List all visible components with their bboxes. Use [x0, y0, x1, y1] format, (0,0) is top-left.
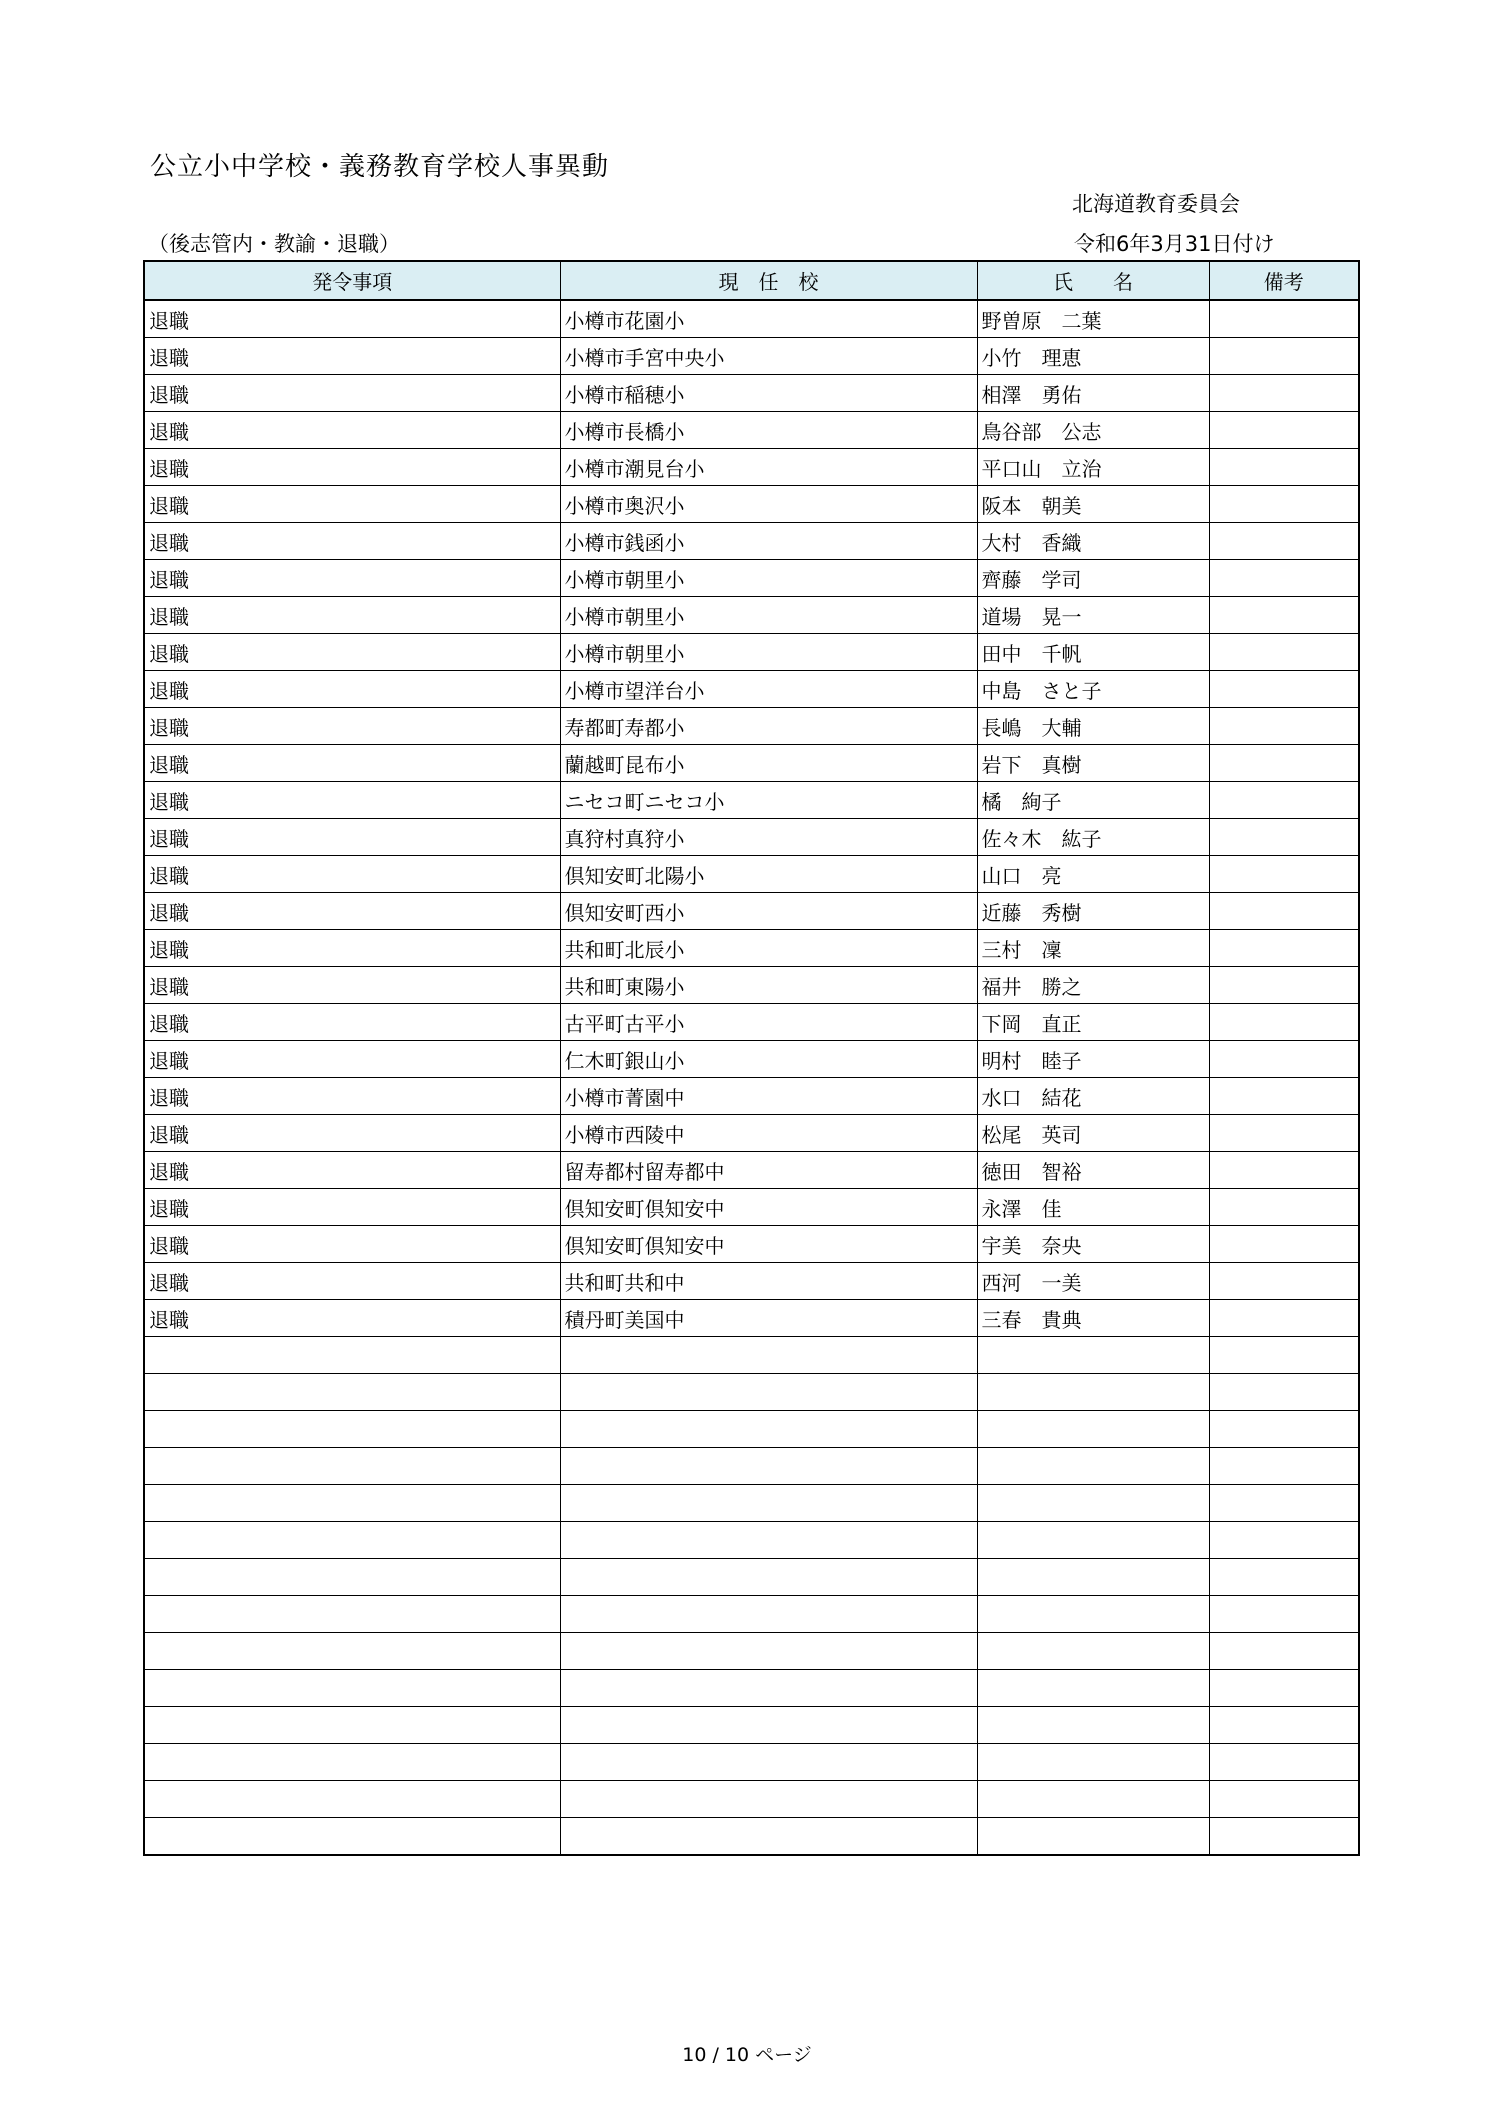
cell-note	[1209, 1522, 1359, 1559]
cell-name: 宇美 奈央	[977, 1226, 1209, 1263]
cell-name: 松尾 英司	[977, 1115, 1209, 1152]
table-row	[144, 708, 1359, 745]
table-row	[144, 1078, 1359, 1115]
cell-school: 共和町北辰小	[560, 930, 977, 967]
cell-note	[1209, 338, 1359, 375]
empty-table-row	[144, 1707, 1359, 1744]
cell-note	[1209, 1226, 1359, 1263]
cell-note	[1209, 486, 1359, 523]
cell-school: 倶知安町倶知安中	[560, 1189, 977, 1226]
cell-action	[144, 1633, 560, 1670]
cell-action: 退職	[144, 375, 560, 412]
cell-name	[977, 1374, 1209, 1411]
cell-name	[977, 1633, 1209, 1670]
cell-note	[1209, 597, 1359, 634]
cell-school: 小樽市手宮中央小	[560, 338, 977, 375]
cell-action	[144, 1448, 560, 1485]
cell-name: 徳田 智裕	[977, 1152, 1209, 1189]
cell-school	[560, 1633, 977, 1670]
cell-action: 退職	[144, 1115, 560, 1152]
cell-action: 退職	[144, 1300, 560, 1337]
column-header-school: 現 任 校	[560, 261, 977, 300]
cell-school: 倶知安町北陽小	[560, 856, 977, 893]
cell-school: 小樽市西陵中	[560, 1115, 977, 1152]
cell-action: 退職	[144, 708, 560, 745]
cell-school	[560, 1448, 977, 1485]
cell-school	[560, 1707, 977, 1744]
table-row	[144, 412, 1359, 449]
cell-action: 退職	[144, 819, 560, 856]
cell-school	[560, 1522, 977, 1559]
cell-name: 佐々木 紘子	[977, 819, 1209, 856]
cell-school: 寿都町寿都小	[560, 708, 977, 745]
cell-action: 退職	[144, 1152, 560, 1189]
cell-action	[144, 1818, 560, 1856]
cell-school: 蘭越町昆布小	[560, 745, 977, 782]
cell-note	[1209, 560, 1359, 597]
cell-school: 小樽市花園小	[560, 300, 977, 338]
cell-action	[144, 1411, 560, 1448]
cell-action	[144, 1707, 560, 1744]
cell-action: 退職	[144, 1189, 560, 1226]
cell-school: 小樽市望洋台小	[560, 671, 977, 708]
cell-action: 退職	[144, 412, 560, 449]
cell-action: 退職	[144, 634, 560, 671]
effective-date: 令和6年3月31日付け	[1074, 232, 1275, 256]
empty-table-row	[144, 1670, 1359, 1707]
cell-action	[144, 1522, 560, 1559]
cell-action: 退職	[144, 300, 560, 338]
cell-action: 退職	[144, 967, 560, 1004]
cell-action: 退職	[144, 930, 560, 967]
empty-table-row	[144, 1559, 1359, 1596]
cell-note	[1209, 1337, 1359, 1374]
cell-name: 中島 さと子	[977, 671, 1209, 708]
cell-action	[144, 1374, 560, 1411]
table-row	[144, 1226, 1359, 1263]
table-row	[144, 1041, 1359, 1078]
cell-school: 小樽市朝里小	[560, 597, 977, 634]
cell-note	[1209, 1744, 1359, 1781]
cell-name: 大村 香織	[977, 523, 1209, 560]
cell-note	[1209, 1374, 1359, 1411]
page-number: 10 / 10 ページ	[682, 2044, 812, 2066]
table-row	[144, 338, 1359, 375]
cell-name	[977, 1596, 1209, 1633]
cell-note	[1209, 1152, 1359, 1189]
cell-name: 相澤 勇佑	[977, 375, 1209, 412]
cell-note	[1209, 1411, 1359, 1448]
cell-school	[560, 1744, 977, 1781]
cell-note	[1209, 930, 1359, 967]
cell-school: ニセコ町ニセコ小	[560, 782, 977, 819]
cell-note	[1209, 1115, 1359, 1152]
cell-action: 退職	[144, 1004, 560, 1041]
cell-school: 小樽市稲穂小	[560, 375, 977, 412]
cell-name: 長嶋 大輔	[977, 708, 1209, 745]
table-row	[144, 1189, 1359, 1226]
header-row	[144, 261, 1359, 300]
personnel-table	[143, 260, 1360, 1856]
cell-action: 退職	[144, 893, 560, 930]
table-body	[144, 300, 1359, 1855]
empty-table-row	[144, 1374, 1359, 1411]
cell-action: 退職	[144, 1078, 560, 1115]
cell-school	[560, 1559, 977, 1596]
cell-name	[977, 1781, 1209, 1818]
cell-note	[1209, 412, 1359, 449]
cell-school	[560, 1485, 977, 1522]
cell-school: 小樽市潮見台小	[560, 449, 977, 486]
cell-note	[1209, 523, 1359, 560]
table-row	[144, 819, 1359, 856]
table-row	[144, 930, 1359, 967]
empty-table-row	[144, 1818, 1359, 1856]
cell-name: 平口山 立治	[977, 449, 1209, 486]
table-row	[144, 745, 1359, 782]
cell-name: 橘 絢子	[977, 782, 1209, 819]
cell-school: 小樽市菁園中	[560, 1078, 977, 1115]
cell-note	[1209, 671, 1359, 708]
cell-action	[144, 1596, 560, 1633]
cell-school	[560, 1374, 977, 1411]
cell-action: 退職	[144, 745, 560, 782]
cell-note	[1209, 856, 1359, 893]
cell-name	[977, 1707, 1209, 1744]
cell-school: 共和町東陽小	[560, 967, 977, 1004]
cell-school: 小樽市銭函小	[560, 523, 977, 560]
cell-name: 明村 睦子	[977, 1041, 1209, 1078]
table-row	[144, 300, 1359, 338]
cell-action: 退職	[144, 338, 560, 375]
cell-note	[1209, 708, 1359, 745]
cell-school: 古平町古平小	[560, 1004, 977, 1041]
cell-school	[560, 1596, 977, 1633]
cell-school: 小樽市長橋小	[560, 412, 977, 449]
empty-table-row	[144, 1485, 1359, 1522]
cell-school: 倶知安町倶知安中	[560, 1226, 977, 1263]
cell-name	[977, 1670, 1209, 1707]
table-row	[144, 1152, 1359, 1189]
cell-name: 岩下 真樹	[977, 745, 1209, 782]
cell-name: 阪本 朝美	[977, 486, 1209, 523]
table-row	[144, 1004, 1359, 1041]
cell-school	[560, 1818, 977, 1856]
column-header-note: 備考	[1209, 261, 1359, 300]
cell-name	[977, 1411, 1209, 1448]
table-row	[144, 893, 1359, 930]
cell-name	[977, 1448, 1209, 1485]
page-title: 公立小中学校・義務教育学校人事異動	[150, 152, 610, 182]
table-row	[144, 782, 1359, 819]
table-row	[144, 634, 1359, 671]
cell-school: 積丹町美国中	[560, 1300, 977, 1337]
cell-name: 三春 貴典	[977, 1300, 1209, 1337]
empty-table-row	[144, 1411, 1359, 1448]
column-header-name: 氏 名	[977, 261, 1209, 300]
cell-name: 水口 結花	[977, 1078, 1209, 1115]
cell-note	[1209, 1818, 1359, 1856]
cell-school	[560, 1781, 977, 1818]
empty-table-row	[144, 1633, 1359, 1670]
table-row	[144, 1263, 1359, 1300]
cell-note	[1209, 782, 1359, 819]
cell-note	[1209, 1559, 1359, 1596]
table-row	[144, 560, 1359, 597]
cell-name: 西河 一美	[977, 1263, 1209, 1300]
table-row	[144, 856, 1359, 893]
cell-note	[1209, 1041, 1359, 1078]
table-row	[144, 486, 1359, 523]
cell-name: 野曽原 二葉	[977, 300, 1209, 338]
cell-note	[1209, 1078, 1359, 1115]
cell-action: 退職	[144, 782, 560, 819]
cell-action	[144, 1744, 560, 1781]
table-row	[144, 967, 1359, 1004]
cell-action: 退職	[144, 671, 560, 708]
cell-note	[1209, 1596, 1359, 1633]
cell-action: 退職	[144, 597, 560, 634]
column-header-action: 発令事項	[144, 261, 560, 300]
cell-school: 小樽市朝里小	[560, 634, 977, 671]
cell-school	[560, 1411, 977, 1448]
cell-action: 退職	[144, 449, 560, 486]
cell-name	[977, 1744, 1209, 1781]
cell-name: 田中 千帆	[977, 634, 1209, 671]
cell-note	[1209, 1781, 1359, 1818]
cell-name	[977, 1818, 1209, 1856]
cell-name: 鳥谷部 公志	[977, 412, 1209, 449]
cell-name	[977, 1485, 1209, 1522]
cell-action	[144, 1485, 560, 1522]
cell-name: 道場 晃一	[977, 597, 1209, 634]
cell-school	[560, 1337, 977, 1374]
empty-table-row	[144, 1596, 1359, 1633]
cell-note	[1209, 745, 1359, 782]
cell-note	[1209, 893, 1359, 930]
cell-school: 共和町共和中	[560, 1263, 977, 1300]
cell-note	[1209, 1448, 1359, 1485]
cell-action	[144, 1337, 560, 1374]
cell-name: 齊藤 学司	[977, 560, 1209, 597]
cell-note	[1209, 1263, 1359, 1300]
cell-action: 退職	[144, 560, 560, 597]
table-row	[144, 375, 1359, 412]
cell-name: 山口 亮	[977, 856, 1209, 893]
cell-name: 三村 凜	[977, 930, 1209, 967]
table-row	[144, 597, 1359, 634]
table-header	[144, 261, 1359, 300]
cell-note	[1209, 449, 1359, 486]
cell-action: 退職	[144, 1263, 560, 1300]
cell-action: 退職	[144, 523, 560, 560]
table-row	[144, 1300, 1359, 1337]
table-row	[144, 449, 1359, 486]
empty-table-row	[144, 1337, 1359, 1374]
issuer: 北海道教育委員会	[1072, 192, 1240, 216]
cell-school: 小樽市朝里小	[560, 560, 977, 597]
empty-table-row	[144, 1781, 1359, 1818]
table-row	[144, 1115, 1359, 1152]
cell-name	[977, 1522, 1209, 1559]
subtitle: （後志管内・教諭・退職）	[148, 232, 400, 256]
cell-action	[144, 1559, 560, 1596]
cell-note	[1209, 1300, 1359, 1337]
cell-note	[1209, 967, 1359, 1004]
cell-note	[1209, 1707, 1359, 1744]
table-row	[144, 523, 1359, 560]
cell-school: 真狩村真狩小	[560, 819, 977, 856]
cell-note	[1209, 1633, 1359, 1670]
empty-table-row	[144, 1448, 1359, 1485]
cell-school: 留寿都村留寿都中	[560, 1152, 977, 1189]
cell-name	[977, 1559, 1209, 1596]
cell-school: 小樽市奥沢小	[560, 486, 977, 523]
cell-action	[144, 1670, 560, 1707]
cell-name: 福井 勝之	[977, 967, 1209, 1004]
cell-school	[560, 1670, 977, 1707]
cell-name: 近藤 秀樹	[977, 893, 1209, 930]
cell-note	[1209, 1004, 1359, 1041]
cell-note	[1209, 1670, 1359, 1707]
cell-action: 退職	[144, 486, 560, 523]
cell-note	[1209, 634, 1359, 671]
table-row	[144, 671, 1359, 708]
cell-school: 仁木町銀山小	[560, 1041, 977, 1078]
cell-name: 小竹 理恵	[977, 338, 1209, 375]
cell-name	[977, 1337, 1209, 1374]
cell-note	[1209, 819, 1359, 856]
cell-note	[1209, 375, 1359, 412]
cell-action: 退職	[144, 856, 560, 893]
cell-action	[144, 1781, 560, 1818]
empty-table-row	[144, 1744, 1359, 1781]
cell-action: 退職	[144, 1041, 560, 1078]
cell-name: 下岡 直正	[977, 1004, 1209, 1041]
cell-name: 永澤 佳	[977, 1189, 1209, 1226]
cell-note	[1209, 1485, 1359, 1522]
empty-table-row	[144, 1522, 1359, 1559]
cell-action: 退職	[144, 1226, 560, 1263]
cell-note	[1209, 1189, 1359, 1226]
cell-school: 倶知安町西小	[560, 893, 977, 930]
cell-note	[1209, 300, 1359, 338]
